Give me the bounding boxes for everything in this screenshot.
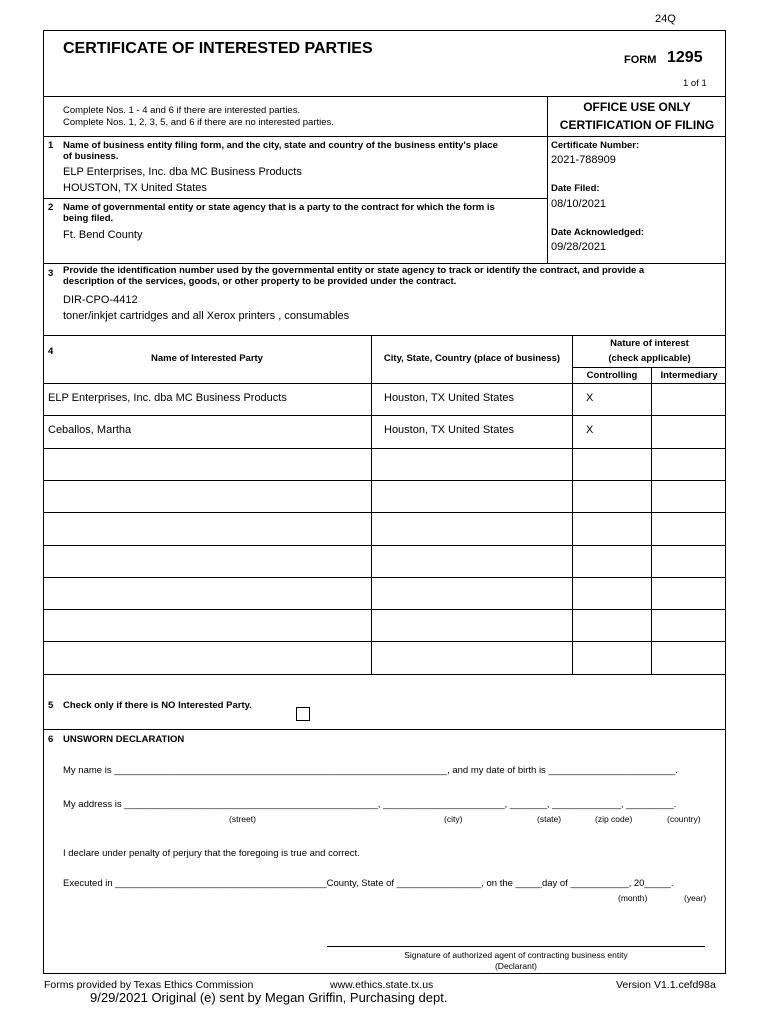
year-caption: (year) <box>684 893 707 903</box>
divider <box>43 198 547 199</box>
executed-line: Executed in ________________________________________County, State of ________________, on the _____day of ___________, 20_____. <box>63 878 674 889</box>
section-5-label: Check only if there is NO Interested Party. <box>63 700 252 711</box>
certificate-number-label: Certificate Number: <box>551 140 640 151</box>
section-2-label: Name of governmental entity or state agency that is a party to the contract for which the form is <box>63 202 495 213</box>
form-label: FORM <box>624 54 657 66</box>
date-filed: 08/10/2021 <box>551 198 607 210</box>
section-4-number: 4 <box>48 346 54 357</box>
table-row <box>43 609 726 641</box>
footer-note: 9/29/2021 Original (e) sent by Megan Griffin, Purchasing dept. <box>90 990 448 1005</box>
section-6-number: 6 <box>48 734 54 745</box>
contract-id: DIR-CPO-4412 <box>63 294 138 306</box>
section-6-label: UNSWORN DECLARATION <box>63 734 185 745</box>
zip-caption: (zip code) <box>595 814 633 824</box>
declarant-caption: (Declarant) <box>494 961 538 971</box>
divider <box>43 729 726 730</box>
date-acknowledged: 09/28/2021 <box>551 241 607 253</box>
footer-website[interactable]: www.ethics.state.tx.us <box>330 979 434 991</box>
contract-description: toner/inkjet cartridges and all Xerox printers , consumables <box>63 310 350 322</box>
divider <box>43 674 726 675</box>
country-caption: (country) <box>667 814 701 824</box>
table-row <box>43 577 726 609</box>
date-filed-label: Date Filed: <box>551 183 600 194</box>
party-name: ELP Enterprises, Inc. dba MC Business Products <box>48 392 287 404</box>
declaration-statement: I declare under penalty of perjury that the foregoing is true and correct. <box>63 848 360 859</box>
section-3-number: 3 <box>48 268 54 279</box>
controlling-mark: X <box>586 392 594 404</box>
date-acknowledged-label: Date Acknowledged: <box>551 227 645 238</box>
col-header-nature-note: (check applicable) <box>608 353 691 364</box>
controlling-mark: X <box>586 424 594 436</box>
col-header-controlling: Controlling <box>586 370 638 381</box>
party-location: Houston, TX United States <box>384 424 515 436</box>
page-number: 1 of 1 <box>683 78 707 89</box>
business-entity-name: ELP Enterprises, Inc. dba MC Business Products <box>63 166 302 178</box>
section-5-number: 5 <box>48 700 54 711</box>
section-3-label-cont: description of the services, goods, or other property to be provided under the contract. <box>63 276 457 287</box>
declarant-name-line: My name is _______________________________________________________________, and my date of birth is ________________________. <box>63 765 678 776</box>
table-row <box>43 383 726 415</box>
form-code: 24Q <box>655 13 676 25</box>
footer-provider: Forms provided by Texas Ethics Commission <box>44 979 254 991</box>
section-2-number: 2 <box>48 202 54 213</box>
street-caption: (street) <box>229 814 256 824</box>
certificate-number: 2021-788909 <box>551 154 616 166</box>
col-header-intermediary: Intermediary <box>660 370 718 381</box>
footer-version: Version V1.1.cefd98a <box>616 979 716 991</box>
section-1-number: 1 <box>48 140 54 151</box>
office-use-heading: OFFICE USE ONLY <box>583 100 691 114</box>
table-row <box>43 545 726 577</box>
party-name: Ceballos, Martha <box>48 424 132 436</box>
table-row <box>43 641 726 673</box>
divider <box>573 367 726 368</box>
table-row <box>43 512 726 544</box>
instruction-line-2: Complete Nos. 1, 2, 3, 5, and 6 if there are no interested parties. <box>63 117 334 128</box>
governmental-entity: Ft. Bend County <box>63 229 143 241</box>
section-3-label: Provide the identification number used by the governmental entity or state agency to track or identify the contract, and provide a <box>63 265 645 276</box>
section-1-label-cont: of business. <box>63 151 119 162</box>
col-header-name: Name of Interested Party <box>151 353 263 364</box>
divider <box>43 96 726 97</box>
table-row <box>43 480 726 512</box>
month-caption: (month) <box>618 893 648 903</box>
signature-caption: Signature of authorized agent of contracting business entity <box>404 950 628 960</box>
divider <box>43 136 547 137</box>
no-interested-party-checkbox[interactable] <box>296 707 310 721</box>
state-caption: (state) <box>537 814 562 824</box>
col-header-nature: Nature of interest <box>610 338 689 349</box>
divider <box>547 136 726 137</box>
instruction-line-1: Complete Nos. 1 - 4 and 6 if there are interested parties. <box>63 105 301 116</box>
table-row <box>43 448 726 480</box>
section-2-label-cont: being filed. <box>63 213 114 224</box>
signature-line <box>327 946 705 947</box>
col-header-city: City, State, Country (place of business) <box>383 353 561 364</box>
city-caption: (city) <box>444 814 463 824</box>
table-row <box>43 415 726 447</box>
business-entity-location: HOUSTON, TX United States <box>63 182 207 194</box>
section-1-label: Name of business entity filing form, and the city, state and country of the business entity's place <box>63 140 498 151</box>
divider <box>43 263 726 264</box>
table-top <box>43 335 726 336</box>
declarant-address-line: My address is ________________________________________________, _______________________, _______, _____________, _________. <box>63 799 677 810</box>
certification-heading: CERTIFICATION OF FILING <box>559 118 715 132</box>
form-number: 1295 <box>667 49 703 66</box>
party-location: Houston, TX United States <box>384 392 515 404</box>
form-title: CERTIFICATE OF INTERESTED PARTIES <box>63 40 373 57</box>
